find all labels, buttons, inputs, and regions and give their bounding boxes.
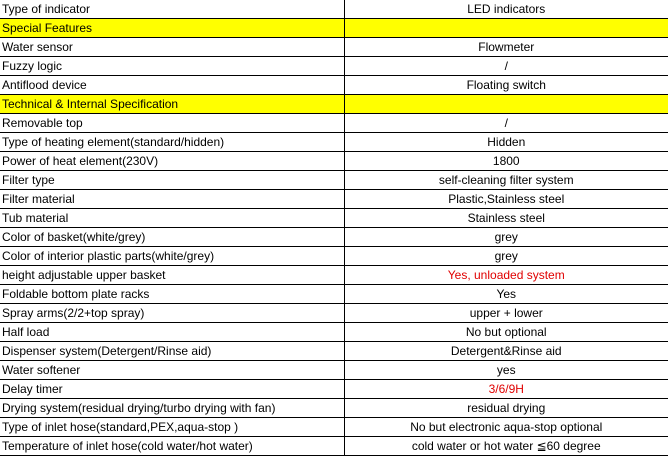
- spec-label: Temperature of inlet hose(cold water/hot water): [0, 437, 344, 456]
- spec-value: Stainless steel: [344, 209, 668, 228]
- spec-value: /: [344, 57, 668, 76]
- spec-label: Spray arms(2/2+top spray): [0, 304, 344, 323]
- spec-row: [0, 152, 668, 171]
- spec-value: cold water or hot water ≦60 degree: [344, 437, 668, 456]
- spec-row: [0, 133, 668, 152]
- spec-value: Yes, unloaded system: [344, 266, 668, 285]
- spec-label: Fuzzy logic: [0, 57, 344, 76]
- spec-value: Detergent&Rinse aid: [344, 342, 668, 361]
- spec-row: [0, 361, 668, 380]
- spec-label: Water sensor: [0, 38, 344, 57]
- spec-row: [0, 266, 668, 285]
- spec-value: Hidden: [344, 133, 668, 152]
- spec-label: Water softener: [0, 361, 344, 380]
- spec-row: [0, 190, 668, 209]
- spec-row: [0, 304, 668, 323]
- spec-row: [0, 209, 668, 228]
- spec-value: LED indicators: [344, 0, 668, 19]
- section-blank-cell: [344, 95, 668, 114]
- spec-value: self-cleaning filter system: [344, 171, 668, 190]
- section-title: Technical & Internal Specification: [0, 95, 344, 114]
- spec-label: Removable top: [0, 114, 344, 133]
- section-header-row: [0, 95, 668, 114]
- section-title: Special Features: [0, 19, 344, 38]
- spec-value: 1800: [344, 152, 668, 171]
- spec-value: Flowmeter: [344, 38, 668, 57]
- spec-label: Tub material: [0, 209, 344, 228]
- section-header-row: [0, 19, 668, 38]
- spec-row: [0, 323, 668, 342]
- spec-label: Delay timer: [0, 380, 344, 399]
- spec-label: Dispenser system(Detergent/Rinse aid): [0, 342, 344, 361]
- spec-label: Power of heat element(230V): [0, 152, 344, 171]
- spec-label: Type of inlet hose(standard,PEX,aqua-stop ): [0, 418, 344, 437]
- spec-row: [0, 247, 668, 266]
- spec-label: Type of indicator: [0, 0, 344, 19]
- spec-row: [0, 57, 668, 76]
- spec-value: No but optional: [344, 323, 668, 342]
- spec-value: grey: [344, 247, 668, 266]
- spec-row: [0, 38, 668, 57]
- spec-value: Plastic,Stainless steel: [344, 190, 668, 209]
- spec-label: Foldable bottom plate racks: [0, 285, 344, 304]
- spec-label: Color of interior plastic parts(white/grey): [0, 247, 344, 266]
- spec-label: Half load: [0, 323, 344, 342]
- spec-row: [0, 228, 668, 247]
- spec-row: [0, 437, 668, 456]
- spec-label: Color of basket(white/grey): [0, 228, 344, 247]
- spec-value: Yes: [344, 285, 668, 304]
- spec-label: Antiflood device: [0, 76, 344, 95]
- spec-row: [0, 171, 668, 190]
- spec-row: [0, 399, 668, 418]
- spec-value: 3/6/9H: [344, 380, 668, 399]
- spec-row: [0, 76, 668, 95]
- spec-row: [0, 418, 668, 437]
- spec-row: [0, 114, 668, 133]
- spec-value: residual drying: [344, 399, 668, 418]
- spec-value: yes: [344, 361, 668, 380]
- spec-label: Type of heating element(standard/hidden): [0, 133, 344, 152]
- spec-label: Drying system(residual drying/turbo drying with fan): [0, 399, 344, 418]
- spec-row: [0, 380, 668, 399]
- spec-value: grey: [344, 228, 668, 247]
- section-blank-cell: [344, 19, 668, 38]
- spec-row: [0, 0, 668, 19]
- spec-label: Filter material: [0, 190, 344, 209]
- spec-value: /: [344, 114, 668, 133]
- spec-label: Filter type: [0, 171, 344, 190]
- spec-label: height adjustable upper basket: [0, 266, 344, 285]
- spec-value: Floating switch: [344, 76, 668, 95]
- spec-row: [0, 285, 668, 304]
- spec-row: [0, 342, 668, 361]
- spec-value: upper + lower: [344, 304, 668, 323]
- spec-value: No but electronic aqua-stop optional: [344, 418, 668, 437]
